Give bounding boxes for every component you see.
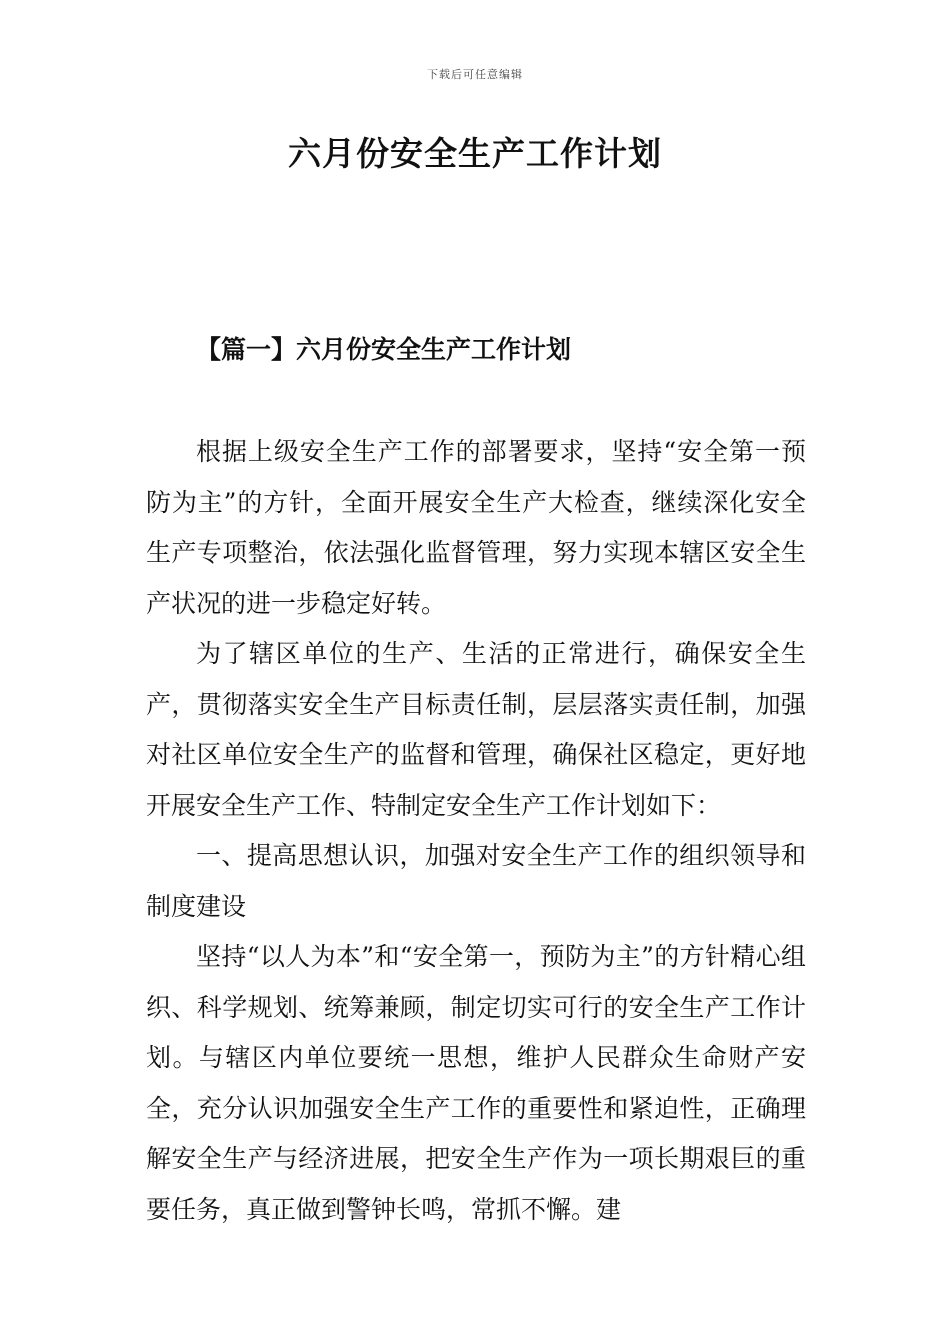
paragraph-purpose: 为了辖区单位的生产、生活的正常进行，确保安全生产，贯彻落实安全生产目标责任制，层层落实责任制，加强对社区单位安全生产的监督和管理，确保社区稳定，更好地开展安全生产工作、特制定安全生产工作计划如下： <box>146 639 806 820</box>
header-note: 下载后可任意编辑 <box>427 68 523 81</box>
section-heading: 【篇一】六月份安全生产工作计划 <box>196 335 572 364</box>
document-title: 六月份安全生产工作计划 <box>288 134 662 173</box>
body-text <box>146 427 806 1235</box>
paragraph-intro: 根据上级安全生产工作的部署要求，坚持“安全第一预防为主”的方针，全面开展安全生产大检查，继续深化安全生产专项整治，依法强化监督管理，努力实现本辖区安全生产状况的进一步稳定好转。 <box>146 437 806 618</box>
paragraph-item-one-body: 坚持“以人为本”和“安全第一，预防为主”的方针精心组织、科学规划、统筹兼顾，制定切实可行的安全生产工作计划。与辖区内单位要统一思想，维护人民群众生命财产安全，充分认识加强安全生产工作的重要性和紧迫性，正确理解安全生产与经济进展，把安全生产作为一项长期艰巨的重要任务，真正做到警钟长鸣，常抓不懈。建 <box>146 942 806 1224</box>
paragraph-item-one-heading: 一、提高思想认识，加强对安全生产工作的组织领导和制度建设 <box>146 841 806 921</box>
